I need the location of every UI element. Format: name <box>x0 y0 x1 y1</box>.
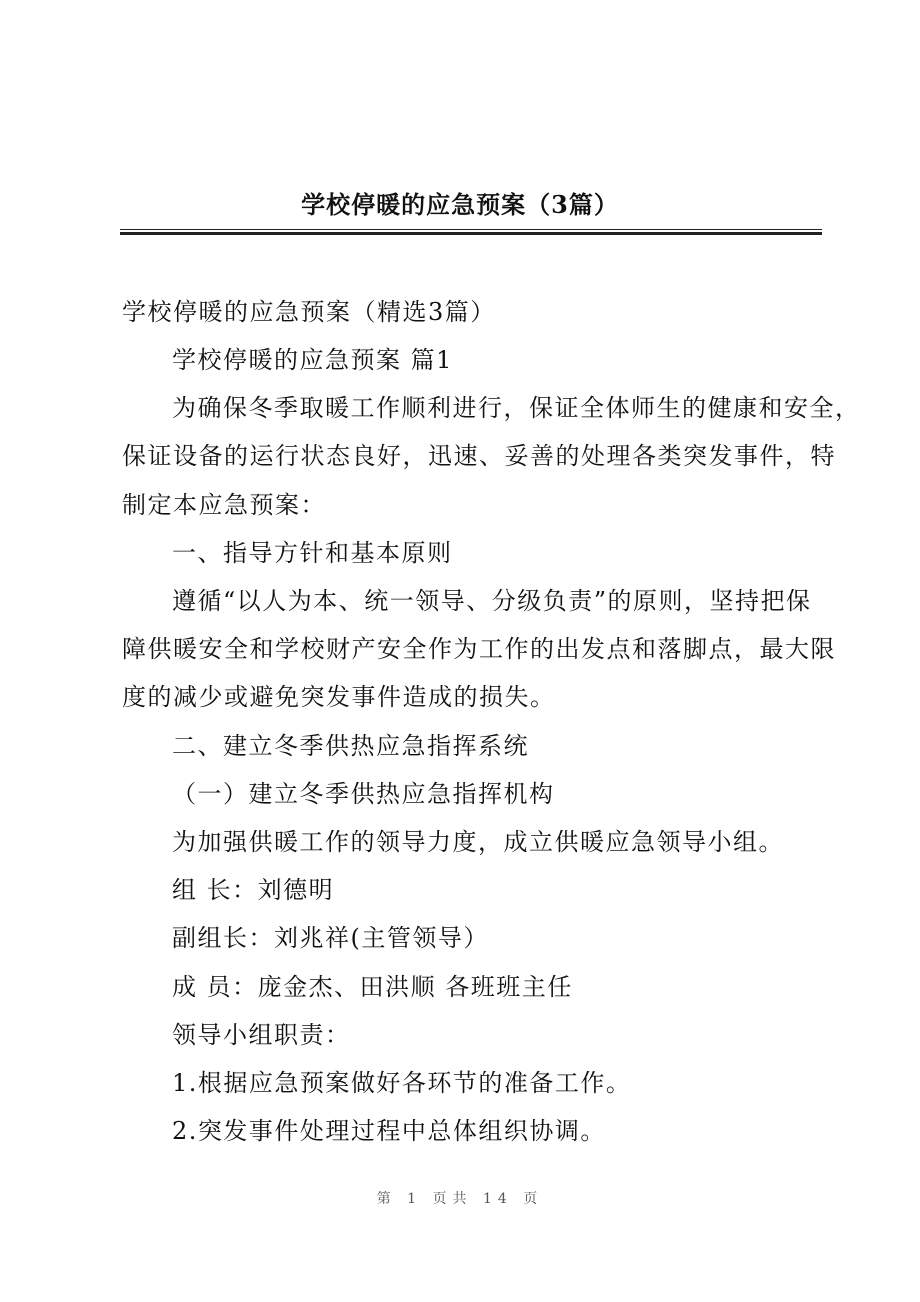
list-item: 成 员：庞金杰、田洪顺 各班班主任 <box>172 973 573 1001</box>
paragraph-line: 为加强供暖工作的领导力度，成立供暖应急领导小组。 <box>172 828 784 856</box>
paragraph-line: 为确保冬季取暖工作顺利进行，保证全体师生的健康和安全， <box>172 394 861 422</box>
paragraph-line: 度的减少或避免突发事件造成的损失。 <box>122 683 556 711</box>
list-item: 副组长：刘兆祥(主管领导） <box>172 924 489 952</box>
subtitle-line: 学校停暖的应急预案（精选3篇） <box>122 298 496 326</box>
paragraph-line: 遵循“以人为本、统一领导、分级负责”的原则，坚持把保 <box>172 587 812 615</box>
document-title: 学校停暖的应急预案（3篇） <box>301 190 619 219</box>
paragraph-line: 制定本应急预案： <box>122 491 326 519</box>
title-rule-thick <box>120 232 822 235</box>
list-item: 领导小组职责： <box>172 1021 351 1049</box>
subheading-line: （一）建立冬季供热应急指挥机构 <box>172 780 555 808</box>
paragraph-line: 障供暖安全和学校财产安全作为工作的出发点和落脚点，最大限 <box>122 635 836 663</box>
title-rule-thin <box>120 229 822 230</box>
section-heading-line: 学校停暖的应急预案 篇1 <box>172 346 453 374</box>
page-number: 第 1 页共 14 页 <box>376 1191 544 1207</box>
paragraph-line: 保证设备的运行状态良好，迅速、妥善的处理各类突发事件，特 <box>122 442 836 470</box>
list-item: 组 长：刘德明 <box>172 876 335 904</box>
heading-line: 一、指导方针和基本原则 <box>172 539 453 567</box>
list-item: 2.突发事件处理过程中总体组织协调。 <box>172 1117 606 1145</box>
heading-line: 二、建立冬季供热应急指挥系统 <box>172 732 529 760</box>
list-item: 1.根据应急预案做好各环节的准备工作。 <box>172 1069 632 1097</box>
